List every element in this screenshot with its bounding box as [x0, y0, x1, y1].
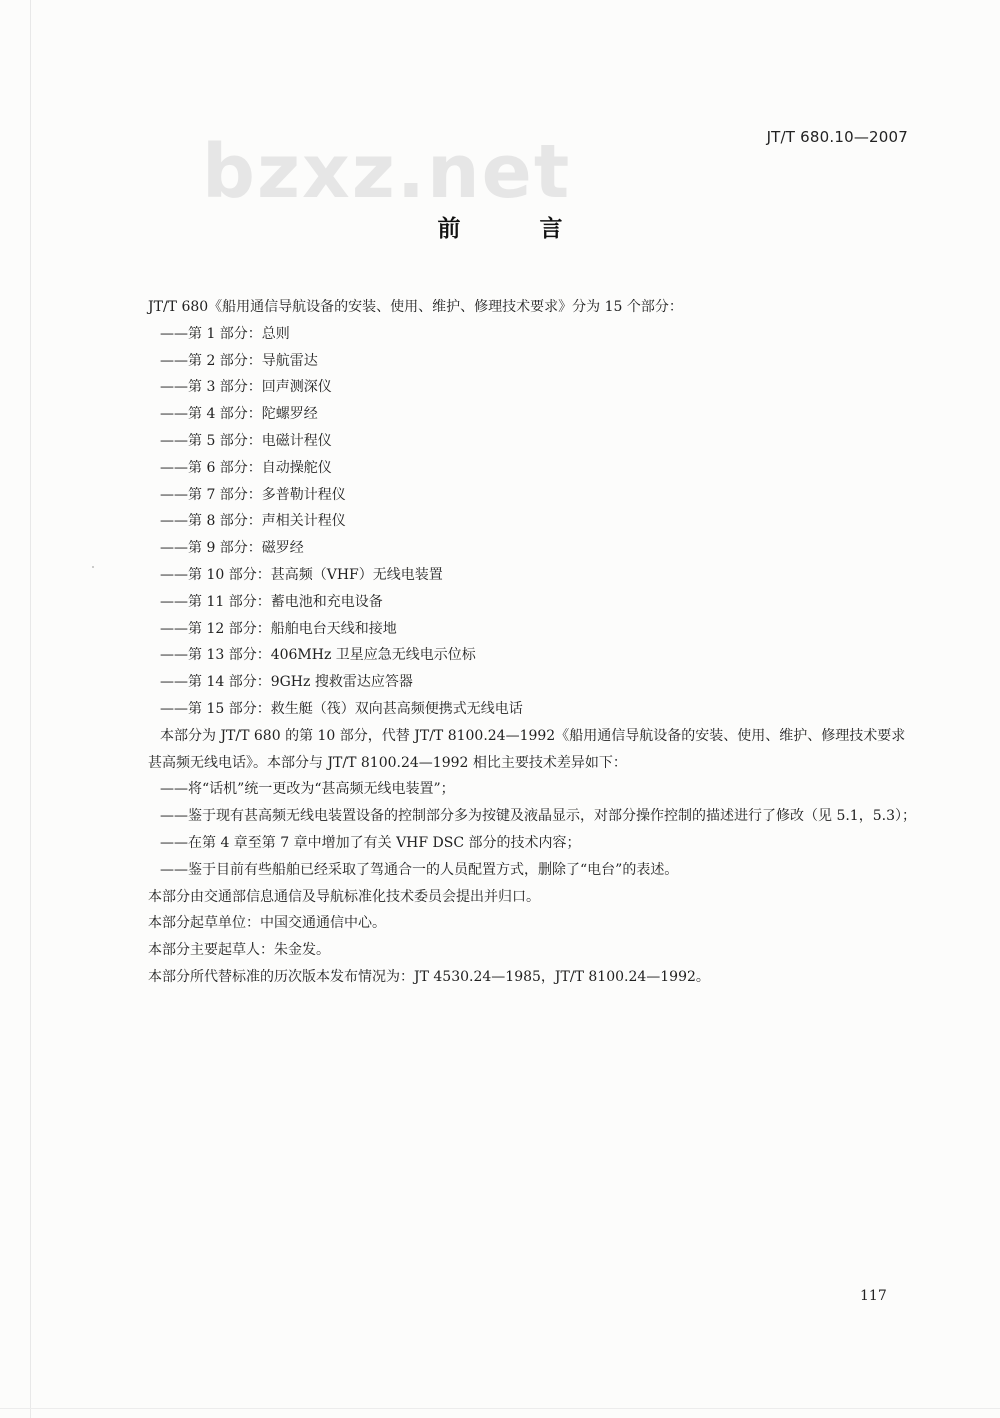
part-list-item: ——第 4 部分：陀螺罗经 — [160, 406, 318, 423]
part-list-item: ——第 13 部分：406MHz 卫星应急无线电示位标 — [160, 647, 476, 664]
change-list-item: ——在第 4 章至第 7 章中增加了有关 VHF DSC 部分的技术内容； — [160, 834, 581, 851]
scan-edge-bottom — [0, 1408, 1000, 1409]
part-list-item: ——第 7 部分：多普勒计程仪 — [160, 486, 346, 503]
standard-code: JT/T 680.10—2007 — [766, 128, 908, 146]
drafter-paragraph: 本部分主要起草人：朱金发。 — [148, 942, 330, 959]
part-list-item: ——第 2 部分：导航雷达 — [160, 352, 318, 369]
part-list-item: ——第 12 部分：船舶电台天线和接地 — [160, 620, 397, 637]
scan-speck — [92, 566, 94, 568]
part-list-item: ——第 14 部分：9GHz 搜救雷达应答器 — [160, 674, 413, 691]
page-title: 前 言 — [437, 216, 591, 242]
part-list-item: ——第 5 部分：电磁计程仪 — [160, 432, 332, 449]
part-list-item: ——第 10 部分：甚高频（VHF）无线电装置 — [160, 566, 443, 583]
intro-paragraph: JT/T 680《船用通信导航设备的安装、使用、维护、修理技术要求》分为 15 个部分： — [148, 299, 683, 315]
part-list-item: ——第 6 部分：自动操舵仪 — [160, 459, 332, 476]
watermark-logo: bzxz.net — [202, 129, 572, 215]
change-list-item: ——将“话机”统一更改为“甚高频无线电装置”； — [160, 781, 455, 798]
part-list-item: ——第 1 部分：总则 — [160, 325, 290, 342]
part-list-item: ——第 8 部分：声相关计程仪 — [160, 513, 346, 530]
drafting-unit-paragraph: 本部分起草单位：中国交通通信中心。 — [148, 915, 386, 932]
replacement-paragraph: 本部分为 JT/T 680 的第 10 部分，代替 JT/T 8100.24—1992《船用通信导航设备的安装、使用、维护、修理技术要求 甚高频无线电话》。本部分与 JT/T 8100.24—1992 相比主要技术差异如下： — [148, 727, 906, 771]
part-list-item: ——第 15 部分：救生艇（筏）双向甚高频便携式无线电话 — [160, 700, 523, 717]
page-number: 117 — [860, 1288, 887, 1304]
change-list-item: ——鉴于目前有些船舶已经采取了驾通合一的人员配置方式，删除了“电台”的表述。 — [160, 861, 679, 878]
version-history-paragraph: 本部分所代替标准的历次版本发布情况为：JT 4530.24—1985，JT/T 8100.24—1992。 — [148, 968, 710, 985]
part-list-item: ——第 11 部分：蓄电池和充电设备 — [160, 593, 383, 610]
foreword-body — [148, 294, 920, 991]
part-list-item: ——第 9 部分：磁罗经 — [160, 540, 304, 557]
part-list-item: ——第 3 部分：回声测深仪 — [160, 379, 332, 396]
proposer-paragraph: 本部分由交通部信息通信及导航标准化技术委员会提出并归口。 — [148, 888, 540, 905]
change-list-item: ——鉴于现有甚高频无线电装置设备的控制部分多为按键及液晶显示，对部分操作控制的描述进行了修改（见 5.1，5.3）； — [160, 808, 916, 825]
